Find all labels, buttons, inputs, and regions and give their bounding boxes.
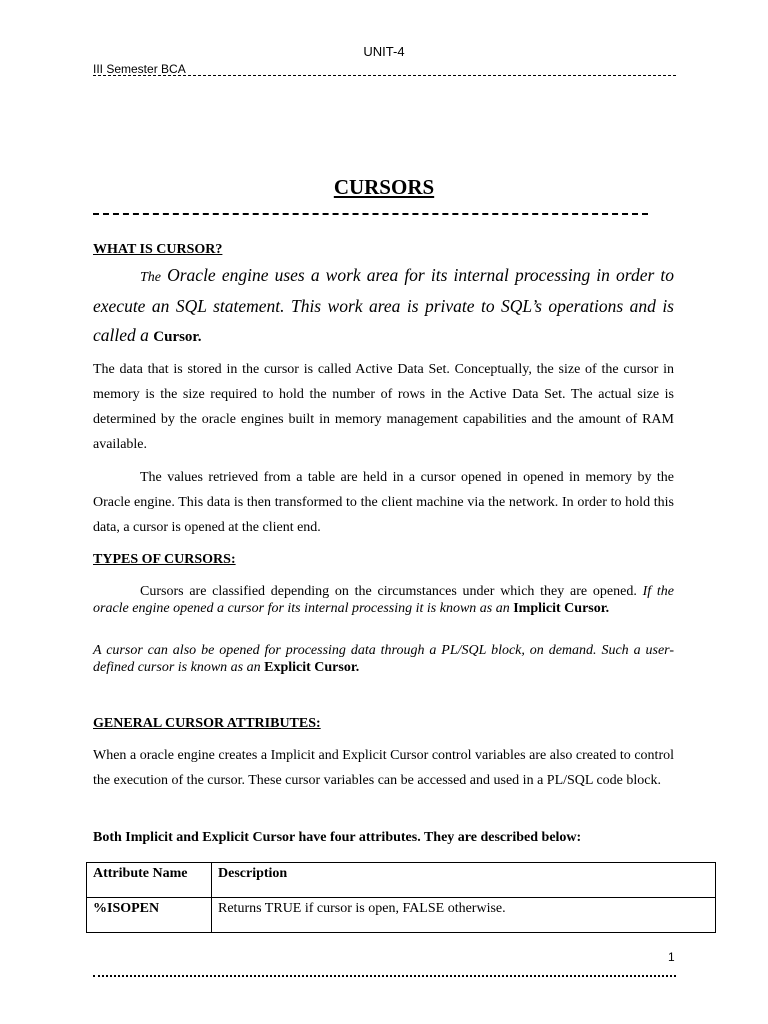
explicit-cursor-paragraph (93, 642, 674, 676)
table-header-row (87, 863, 716, 898)
control-variables-paragraph: When a oracle engine creates a Implicit and Explicit Cursor control variables are also created to control the execution of the cursor. These cursor variables can be accessed and used in a PL/SQL code block. (93, 748, 674, 788)
heading-what-is-cursor: WHAT IS CURSOR? (93, 242, 223, 257)
header-unit: UNIT-4 (363, 44, 405, 59)
header-semester: III Semester BCA (93, 62, 186, 76)
table-header-cell: Attribute Name (87, 863, 212, 898)
active-data-set-paragraph: The data that is stored in the cursor is called Active Data Set. Conceptually, the size of the cursor in memory is the size required to hold the number of rows in the Active Data Set. The actual size is determined by the oracle engines built in memory management capabilities and the amount of RAM available. (93, 362, 674, 452)
definition-the: The (140, 270, 161, 285)
heading-types-of-cursors: TYPES OF CURSORS: (93, 552, 236, 567)
footer-rule (93, 975, 676, 977)
values-retrieved-paragraph: The values retrieved from a table are held in a cursor opened in opened in memory by the Oracle engine. This data is then transformed to the client machine via the network. In order to hold this data, a cursor is opened at the client end. (93, 470, 674, 535)
heading-general-cursor-attributes: GENERAL CURSOR ATTRIBUTES: (93, 716, 321, 731)
implicit-cursor-term: Implicit Cursor. (513, 601, 610, 616)
definition-text: Oracle engine uses a work area for its internal processing in order to execute an SQL statement. This work area is private to SQL’s operations and is called a (93, 265, 674, 345)
header-rule (93, 75, 676, 76)
page-title: CURSORS (333, 175, 435, 199)
definition-bold: Cursor. (153, 329, 202, 345)
explicit-italic-text: A cursor can also be opened for processing data through a PL/SQL block, on demand. Such a user-defined cursor is known as an (93, 643, 674, 675)
attributes-table (86, 862, 716, 933)
explicit-cursor-term: Explicit Cursor. (264, 660, 360, 675)
table-cell: %ISOPEN (87, 898, 212, 933)
table-cell: Returns TRUE if cursor is open, FALSE otherwise. (212, 898, 716, 933)
table-row (87, 898, 716, 933)
table-header-cell: Description (212, 863, 716, 898)
types-normal-text: Cursors are classified depending on the circumstances under which they are opened. (140, 584, 643, 599)
title-rule (93, 213, 648, 215)
implicit-cursor-paragraph (93, 583, 674, 617)
page-number: 1 (668, 950, 675, 964)
types-italic-text: If the oracle engine opened a cursor for its internal processing it is known as an (93, 584, 674, 616)
four-attributes-line: Both Implicit and Explicit Cursor have four attributes. They are described below: (93, 830, 582, 845)
cursor-definition (93, 261, 674, 352)
